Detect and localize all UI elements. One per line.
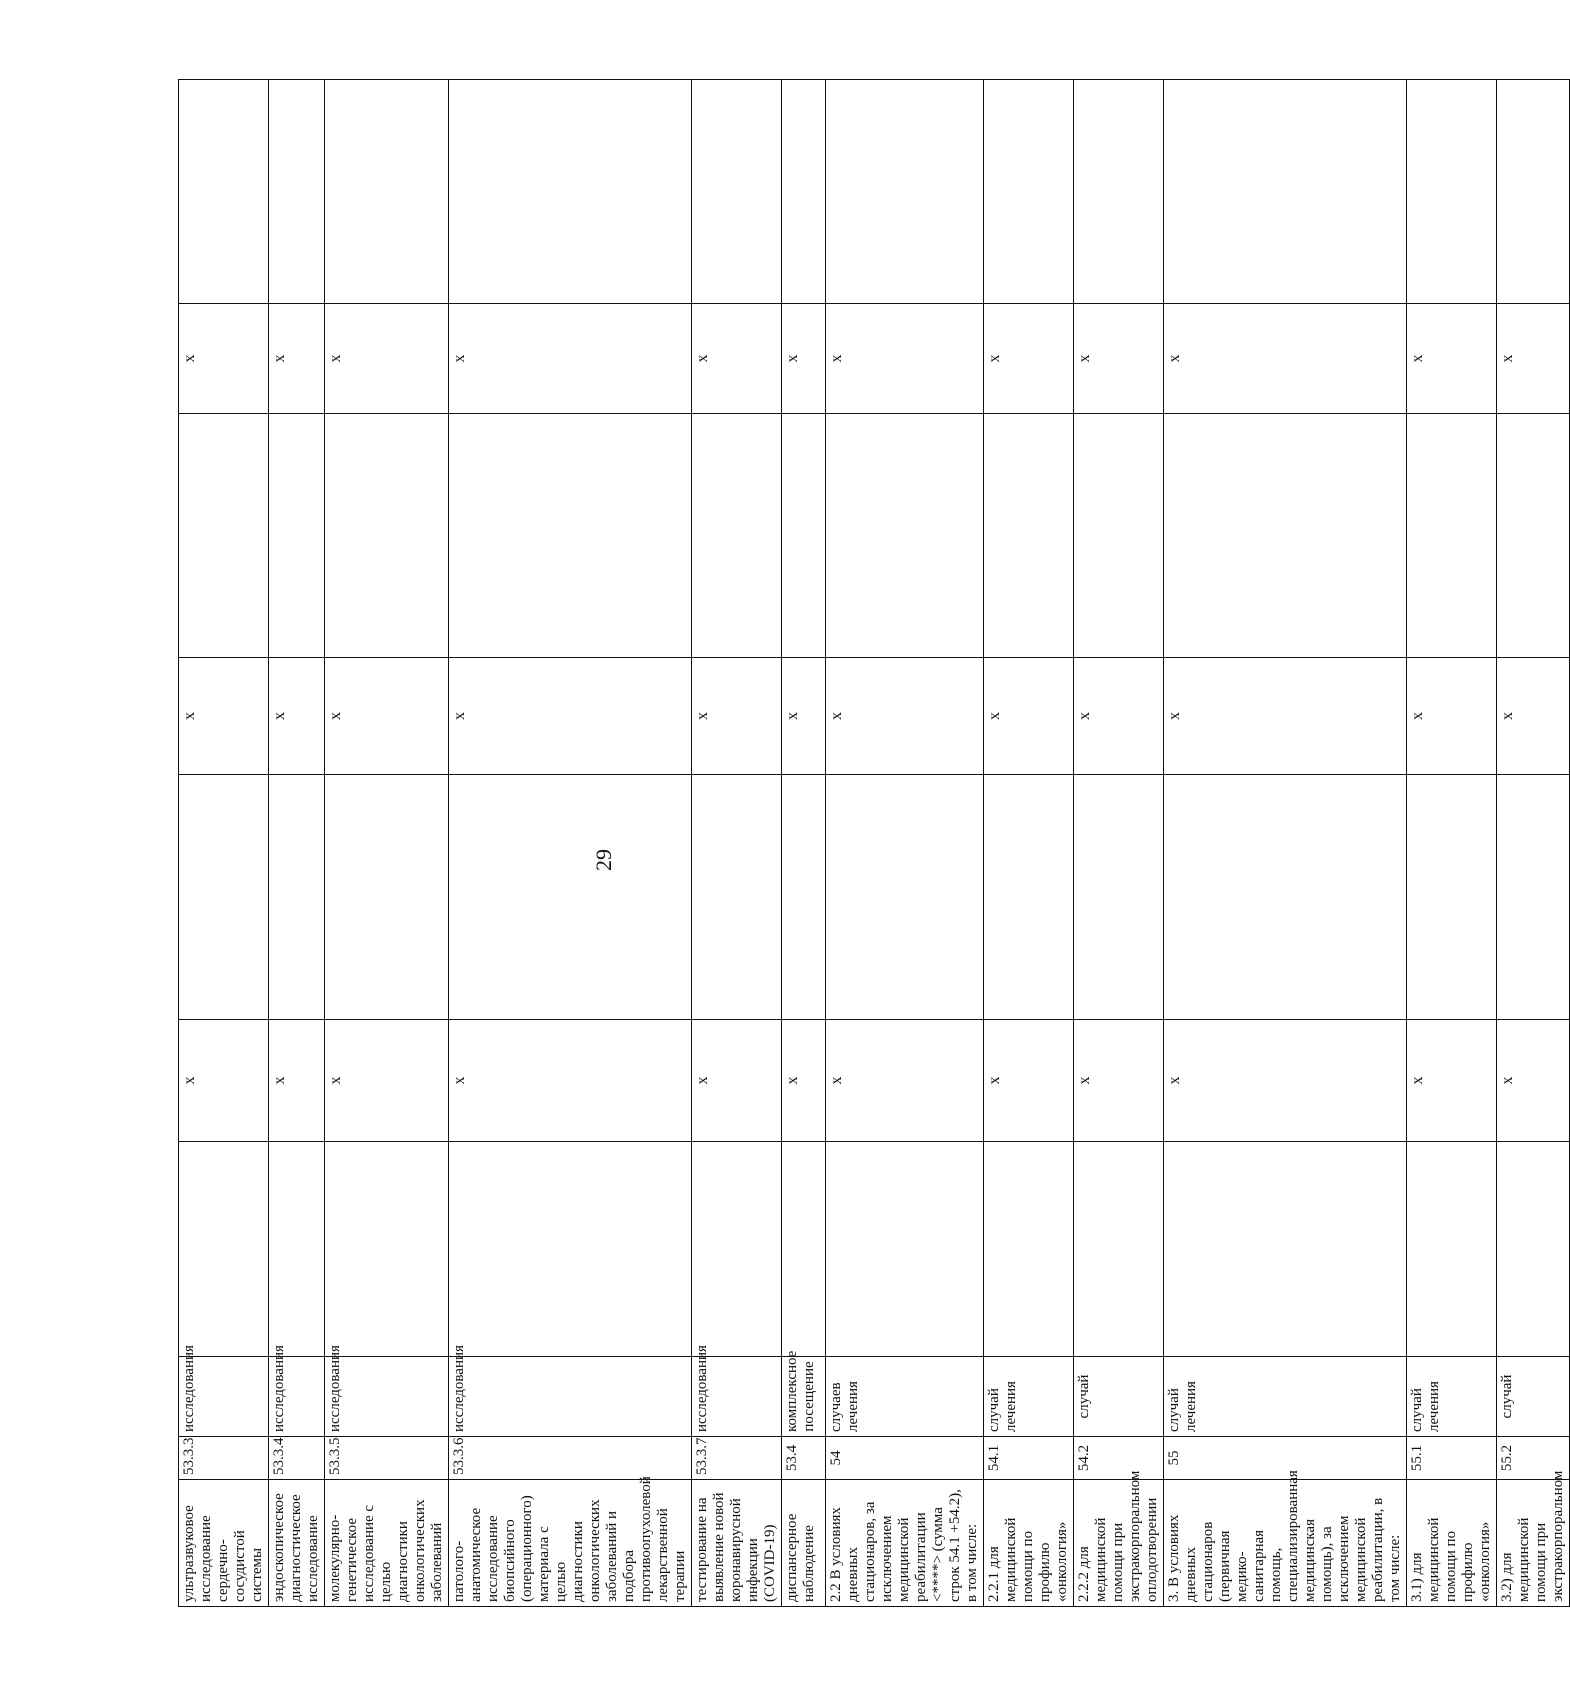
row-blank-cell xyxy=(1497,80,1570,304)
table-row xyxy=(1497,80,1570,1607)
row-value-cell xyxy=(325,1142,449,1357)
row-value-cell xyxy=(692,414,782,658)
row-value-cell: х xyxy=(449,658,692,775)
table-row xyxy=(269,80,325,1607)
row-blank-cell xyxy=(1407,80,1497,304)
row-value-cell xyxy=(269,775,325,1020)
row-value-cell xyxy=(782,775,826,1020)
row-name-cell: 2.2.1 для медицинской помощи по профилю «онкология» xyxy=(984,1480,1074,1607)
row-value-cell: х xyxy=(782,304,826,414)
row-value-cell xyxy=(179,1142,269,1357)
row-unit-cell: исследования xyxy=(269,1357,325,1437)
row-value-cell: х xyxy=(984,304,1074,414)
row-value-cell xyxy=(692,775,782,1020)
row-value-cell: х xyxy=(826,1020,984,1142)
row-value-cell: х xyxy=(826,304,984,414)
row-value-cell xyxy=(269,414,325,658)
data-table xyxy=(178,79,1570,1607)
table-row xyxy=(1407,80,1497,1607)
row-value-cell: х xyxy=(325,658,449,775)
row-value-cell xyxy=(179,775,269,1020)
row-value-cell xyxy=(826,775,984,1020)
row-value-cell: х xyxy=(1497,658,1570,775)
row-value-cell: х xyxy=(1074,1020,1164,1142)
row-value-cell xyxy=(1497,775,1570,1020)
row-value-cell: х xyxy=(325,304,449,414)
row-unit-cell: случай лечения xyxy=(1407,1357,1497,1437)
rotated-table-container xyxy=(178,80,1566,1607)
row-value-cell xyxy=(1497,414,1570,658)
row-unit-cell: исследования xyxy=(325,1357,449,1437)
table-row xyxy=(782,80,826,1607)
table-row xyxy=(692,80,782,1607)
table-row xyxy=(325,80,449,1607)
row-name-cell: эндоскопическое диагностическое исследование xyxy=(269,1480,325,1607)
row-blank-cell xyxy=(984,80,1074,304)
row-value-cell xyxy=(449,775,692,1020)
row-code-cell: 53.3.4 xyxy=(269,1437,325,1480)
row-blank-cell xyxy=(826,80,984,304)
row-value-cell xyxy=(1164,775,1407,1020)
row-code-cell: 53.3.5 xyxy=(325,1437,449,1480)
row-value-cell: х xyxy=(1407,304,1497,414)
row-blank-cell xyxy=(1074,80,1164,304)
table-row xyxy=(1164,80,1407,1607)
row-value-cell: х xyxy=(449,304,692,414)
table-row xyxy=(826,80,984,1607)
row-code-cell: 53.3.3 xyxy=(179,1437,269,1480)
row-value-cell xyxy=(325,775,449,1020)
row-code-cell: 54.2 xyxy=(1074,1437,1164,1480)
row-value-cell xyxy=(449,1142,692,1357)
table-row xyxy=(449,80,692,1607)
row-name-cell: 2.2.2 для медицинской помощи при экстракорпоральном оплодотворении xyxy=(1074,1480,1164,1607)
row-value-cell: х xyxy=(692,1020,782,1142)
row-name-cell: диспансерное наблюдение xyxy=(782,1480,826,1607)
row-unit-cell: исследования xyxy=(449,1357,692,1437)
row-blank-cell xyxy=(1164,80,1407,304)
row-value-cell xyxy=(984,1142,1074,1357)
row-value-cell: х xyxy=(1164,1020,1407,1142)
row-code-cell: 53.3.6 xyxy=(449,1437,692,1480)
row-unit-cell: исследования xyxy=(179,1357,269,1437)
row-code-cell: 54.1 xyxy=(984,1437,1074,1480)
row-value-cell: х xyxy=(269,304,325,414)
row-code-cell: 54 xyxy=(826,1437,984,1480)
row-name-cell: 2.2 В условиях дневных стационаров, за исключением медицинской реабилитации <****> (сумма строк 54.1 +54.2), в том числе: xyxy=(826,1480,984,1607)
row-name-cell: ультразвуковое исследование сердечно-сосудистой системы xyxy=(179,1480,269,1607)
row-value-cell xyxy=(782,414,826,658)
row-value-cell xyxy=(826,414,984,658)
row-value-cell: х xyxy=(1497,1020,1570,1142)
table-row xyxy=(1074,80,1164,1607)
row-unit-cell: случай xyxy=(1074,1357,1164,1437)
table-row xyxy=(179,80,269,1607)
row-blank-cell xyxy=(269,80,325,304)
row-value-cell: х xyxy=(179,658,269,775)
row-unit-cell: случаев лечения xyxy=(826,1357,984,1437)
row-value-cell: х xyxy=(692,304,782,414)
row-name-cell: 3.2) для медицинской помощи при экстракорпоральном xyxy=(1497,1480,1570,1607)
row-name-cell: 3.1) для медицинской помощи по профилю «онкология» xyxy=(1407,1480,1497,1607)
row-value-cell xyxy=(449,414,692,658)
row-blank-cell xyxy=(449,80,692,304)
table-row xyxy=(984,80,1074,1607)
row-unit-cell: случай xyxy=(1497,1357,1570,1437)
row-value-cell xyxy=(984,414,1074,658)
row-blank-cell xyxy=(782,80,826,304)
row-name-cell: молекулярно-генетическое исследование с целью диагностики онкологических заболеваний xyxy=(325,1480,449,1607)
row-value-cell: х xyxy=(984,658,1074,775)
row-value-cell xyxy=(179,414,269,658)
row-value-cell: х xyxy=(984,1020,1074,1142)
row-value-cell xyxy=(1407,775,1497,1020)
row-value-cell: х xyxy=(269,1020,325,1142)
row-value-cell: х xyxy=(782,658,826,775)
row-name-cell: 3. В условиях дневных стационаров (первичная медико-санитарная помощь, специализированная медицинская помощь), за исключением медицинской реабилитации, в том числе: xyxy=(1164,1480,1407,1607)
row-blank-cell xyxy=(692,80,782,304)
row-value-cell: х xyxy=(269,658,325,775)
row-value-cell: х xyxy=(1407,1020,1497,1142)
row-value-cell: х xyxy=(782,1020,826,1142)
row-code-cell: 53.3.7 xyxy=(692,1437,782,1480)
row-value-cell xyxy=(1074,1142,1164,1357)
row-value-cell xyxy=(782,1142,826,1357)
row-value-cell: х xyxy=(1164,304,1407,414)
row-value-cell xyxy=(1497,1142,1570,1357)
row-value-cell: х xyxy=(692,658,782,775)
row-value-cell xyxy=(826,1142,984,1357)
row-value-cell xyxy=(1407,1142,1497,1357)
row-value-cell: х xyxy=(179,1020,269,1142)
row-value-cell: х xyxy=(1074,658,1164,775)
row-value-cell: х xyxy=(325,1020,449,1142)
row-code-cell: 53.4 xyxy=(782,1437,826,1480)
row-unit-cell: комплексное посещение xyxy=(782,1357,826,1437)
row-value-cell xyxy=(1407,414,1497,658)
row-value-cell xyxy=(984,775,1074,1020)
row-value-cell: х xyxy=(1497,304,1570,414)
row-value-cell xyxy=(1074,414,1164,658)
row-value-cell xyxy=(1164,1142,1407,1357)
row-value-cell: х xyxy=(826,658,984,775)
row-value-cell xyxy=(1164,414,1407,658)
row-name-cell: патолого-анатомическое исследование биопсийного (операционного) материала с целью диагностики онкологических заболеваний и подбора противоопухолевой лекарственной терапии xyxy=(449,1480,692,1607)
row-value-cell xyxy=(325,414,449,658)
page-number: 29 xyxy=(591,849,616,871)
row-unit-cell: исследования xyxy=(692,1357,782,1437)
row-value-cell: х xyxy=(1074,304,1164,414)
row-code-cell: 55.2 xyxy=(1497,1437,1570,1480)
row-value-cell xyxy=(1074,775,1164,1020)
row-value-cell: х xyxy=(1164,658,1407,775)
row-code-cell: 55.1 xyxy=(1407,1437,1497,1480)
row-code-cell: 55 xyxy=(1164,1437,1407,1480)
row-blank-cell xyxy=(179,80,269,304)
row-value-cell xyxy=(269,1142,325,1357)
row-unit-cell: случай лечения xyxy=(984,1357,1074,1437)
row-value-cell xyxy=(692,1142,782,1357)
row-value-cell: х xyxy=(449,1020,692,1142)
row-blank-cell xyxy=(325,80,449,304)
row-name-cell: тестирование на выявление новой коронавирусной инфекции (COVID-19) xyxy=(692,1480,782,1607)
table-body xyxy=(179,80,1570,1607)
row-unit-cell: случай лечения xyxy=(1164,1357,1407,1437)
row-value-cell: х xyxy=(1407,658,1497,775)
row-value-cell: х xyxy=(179,304,269,414)
